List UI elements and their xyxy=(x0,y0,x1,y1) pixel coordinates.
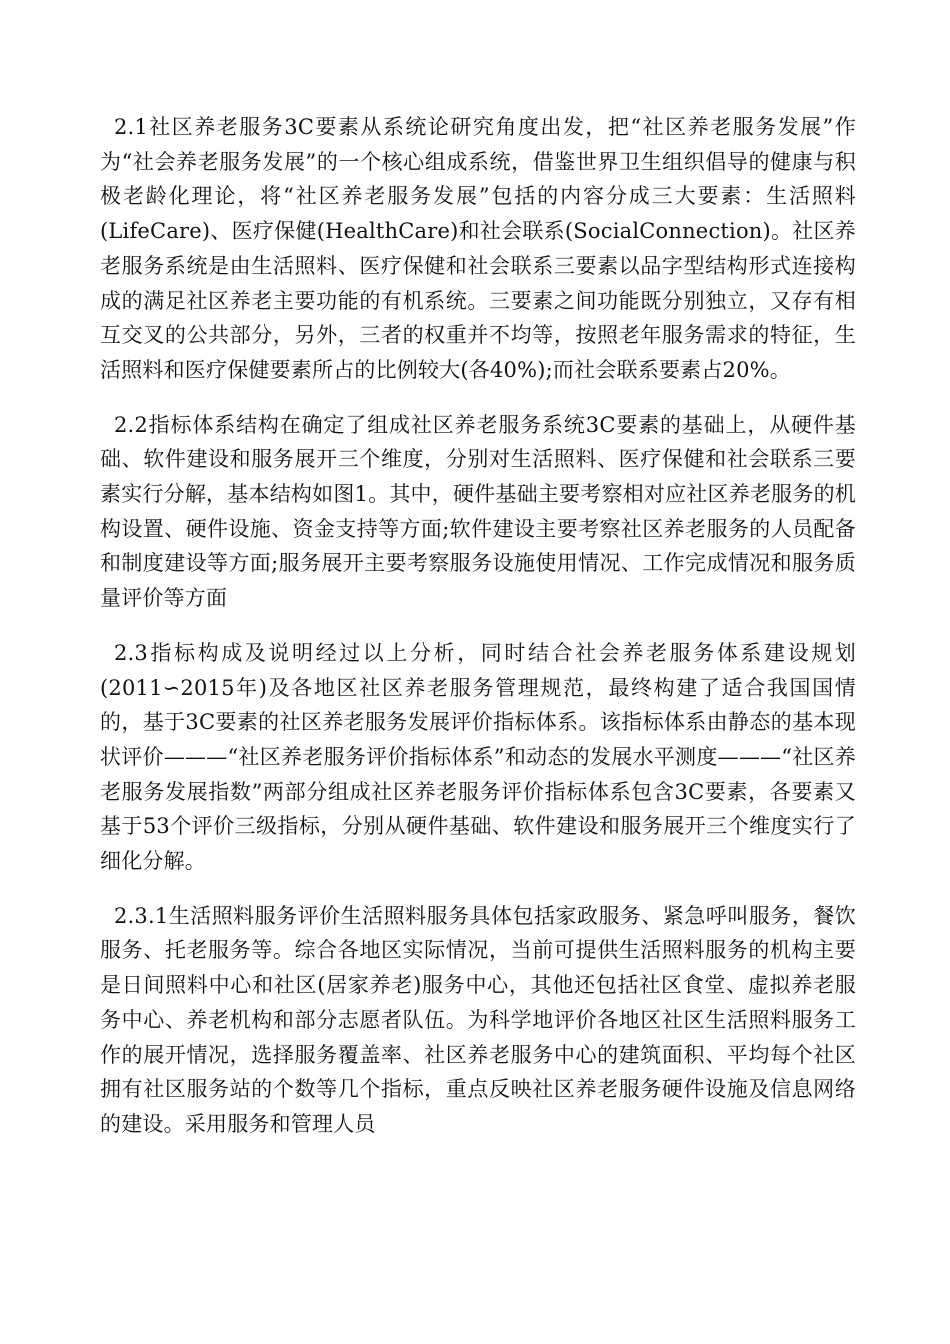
paragraph-2-3-1: 2.3.1生活照料服务评价生活照料服务具体包括家政服务、紧急呼叫服务，餐饮服务、托老服务等。综合各地区实际情况，当前可提供生活照料服务的机构主要是日间照料中心和社区(居家养老)服务中心，其他还包括社区食堂、虚拟养老服务中心、养老机构和部分志愿者队伍。为科学地评价各地区社区生活照料服务工作的展开情况，选择服务覆盖率、社区养老服务中心的建筑面积、平均每个社区拥有社区服务站的个数等几个指标，重点反映社区养老服务硬件设施及信息网络的建设。采用服务和管理人员 xyxy=(100,903,856,1136)
paragraph-2-2: 2.2指标体系结构在确定了组成社区养老服务系统3C要素的基础上，从硬件基础、软件建设和服务展开三个维度，分别对生活照料、医疗保健和社会联系三要素实行分解，基本结构如图1。其中，硬件基础主要考察相对应社区养老服务的机构设置、硬件设施、资金支持等方面;软件建设主要考察社区养老服务的人员配备和制度建设等方面;服务展开主要考察服务设施使用情况、工作完成情况和服务质量评价等方面 xyxy=(100,412,856,611)
document-page xyxy=(100,110,856,1162)
paragraph-2-3: 2.3指标构成及说明经过以上分析，同时结合社会养老服务体系建设规划(2011∽2015年)及各地区社区养老服务管理规范，最终构建了适合我国国情的，基于3C要素的社区养老服务发展评价指标体系。该指标体系由静态的基本现状评价———“社区养老服务评价指标体系”和动态的发展水平测度———“社区养老服务发展指数”两部分组成社区养老服务评价指标体系包含3C要素，各要素又基于53个评价三级指标，分别从硬件基础、软件建设和服务展开三个维度实行了细化分解。 xyxy=(100,640,856,874)
paragraph-2-1: 2.1社区养老服务3C要素从系统论研究角度出发，把“社区养老服务发展”作为“社会养老服务发展”的一个核心组成系统，借鉴世界卫生组织倡导的健康与积极老龄化理论，将“社区养老服务发展”包括的内容分成三大要素：生活照料(LifeCare)、医疗保健(HealthCare)和社会联系(SocialConnection)。社区养老服务系统是由生活照料、医疗保健和社会联系三要素以品字型结构形式连接构成的满足社区养老主要功能的有机系统。三要素之间功能既分别独立，又存有相互交叉的公共部分，另外，三者的权重并不均等，按照老年服务需求的特征，生活照料和医疗保健要素所占的比例较大(各40%);而社会联系要素占20%。 xyxy=(100,115,856,382)
